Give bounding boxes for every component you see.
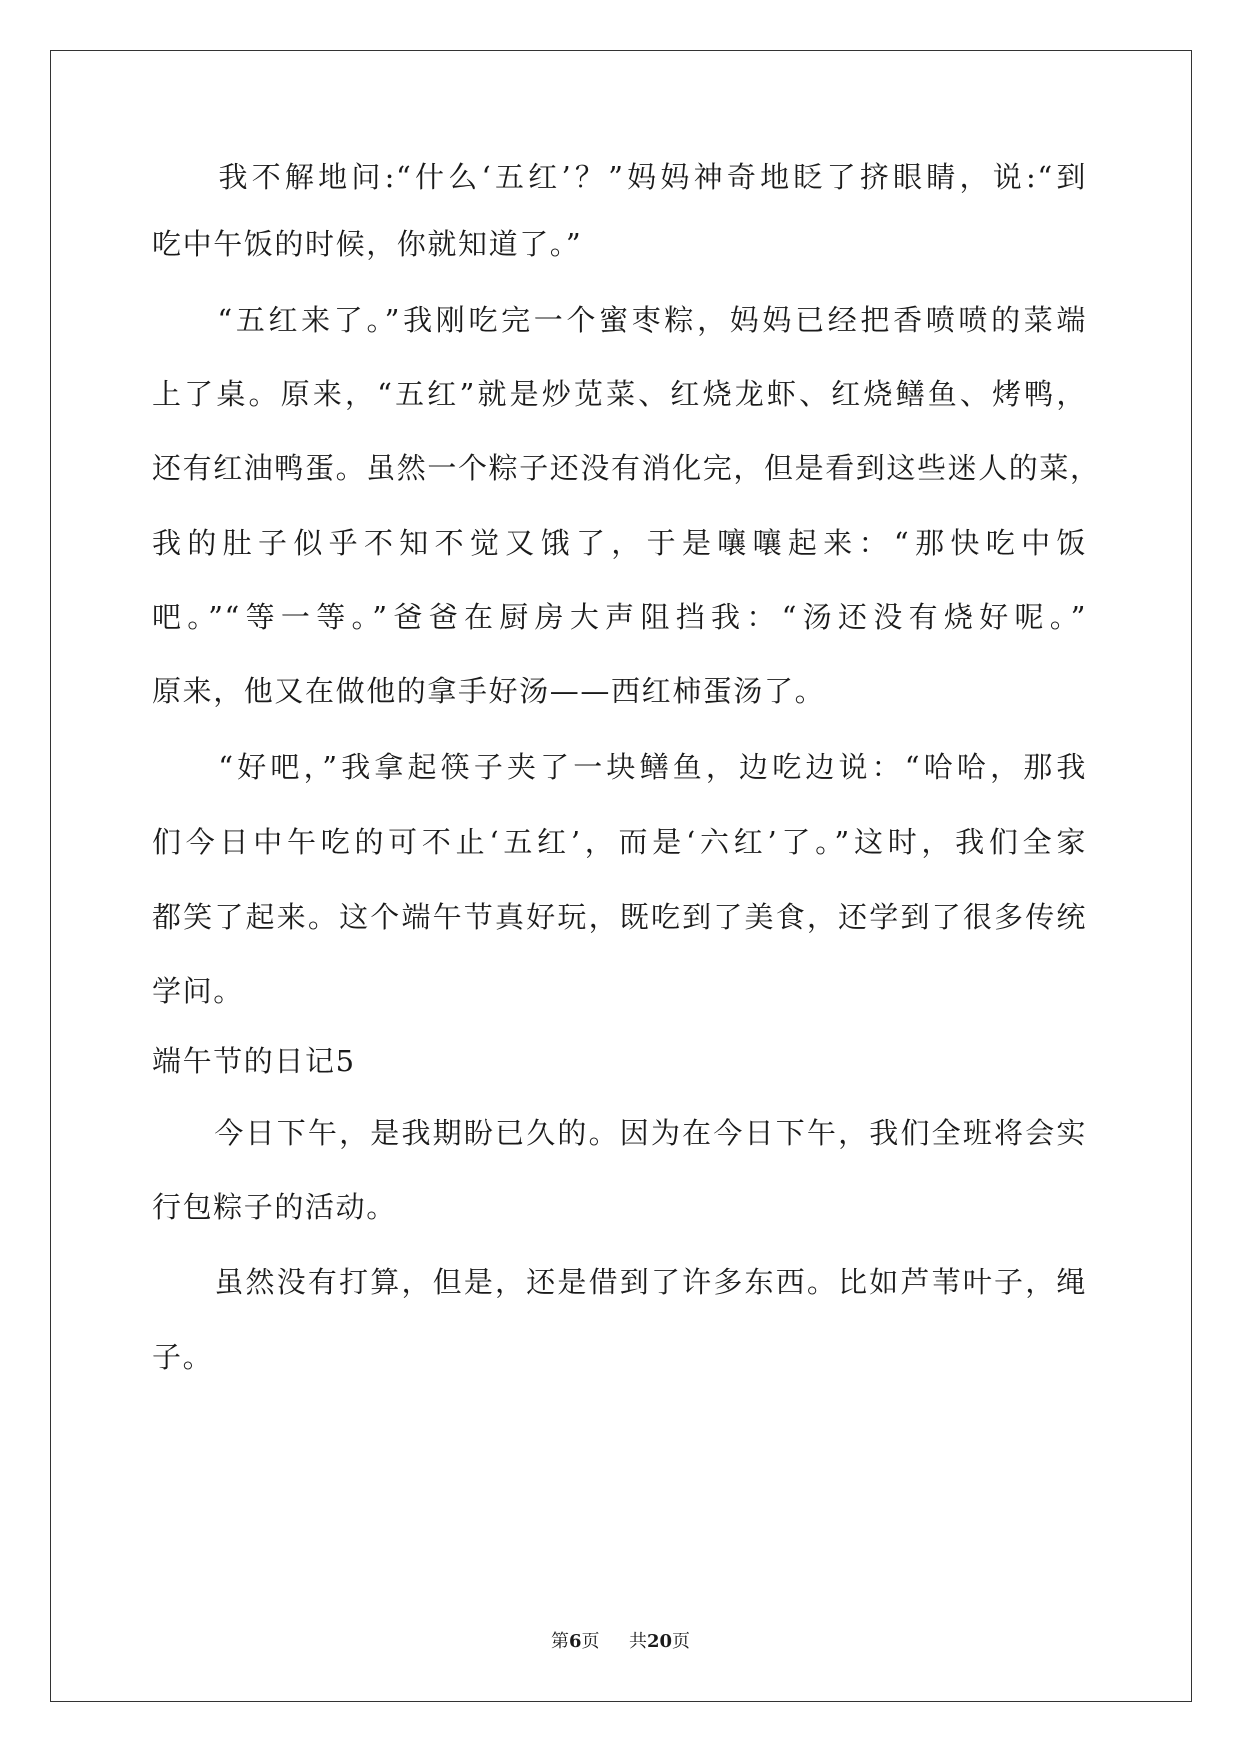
text-line: 吧。”“等一等。”爸爸在厨房大声阻挡我：“汤还没有烧好呢。” xyxy=(152,600,1087,634)
page-border xyxy=(50,50,1192,1702)
page-suffix: 页 xyxy=(581,1631,600,1652)
text-line: 我的肚子似乎不知不觉又饿了，于是嚷嚷起来：“那快吃中饭 xyxy=(152,526,1087,560)
text-line: 行包粽子的活动。 xyxy=(152,1190,397,1224)
total-suffix: 页 xyxy=(672,1631,691,1652)
total-pages: 20 xyxy=(646,1631,673,1652)
text-line: “五红来了。”我刚吃完一个蜜枣粽，妈妈已经把香喷喷的菜端 xyxy=(152,303,1087,337)
text-line: 还有红油鸭蛋。虽然一个粽子还没有消化完，但是看到这些迷人的菜， xyxy=(152,451,1101,485)
section-heading: 端午节的日记5 xyxy=(152,1044,356,1078)
page-number: 6 xyxy=(568,1631,582,1652)
text-line: 原来，他又在做他的拿手好汤——西红柿蛋汤了。 xyxy=(152,674,826,708)
text-line: 我不解地问:“什么‘五红’？”妈妈神奇地眨了挤眼睛，说:“到 xyxy=(152,160,1087,194)
page-prefix: 第 xyxy=(550,1631,569,1652)
text-line: 们今日中午吃的可不止‘五红’，而是‘六红’了。”这时，我们全家 xyxy=(152,825,1087,859)
text-line: 今日下午，是我期盼已久的。因为在今日下午，我们全班将会实 xyxy=(152,1116,1087,1150)
page-footer xyxy=(0,1627,1241,1653)
text-line: 虽然没有打算，但是，还是借到了许多东西。比如芦苇叶子，绳 xyxy=(152,1265,1087,1299)
total-prefix: 共 xyxy=(628,1631,647,1652)
text-line: “好吧，”我拿起筷子夹了一块鳝鱼，边吃边说：“哈哈，那我 xyxy=(152,750,1087,784)
text-line: 都笑了起来。这个端午节真好玩，既吃到了美食，还学到了很多传统 xyxy=(152,900,1087,934)
text-line: 子。 xyxy=(152,1340,214,1374)
text-line: 学问。 xyxy=(152,974,244,1008)
text-line: 吃中午饭的时候，你就知道了。” xyxy=(152,227,583,261)
text-line: 上了桌。原来，“五红”就是炒苋菜、红烧龙虾、红烧鳝鱼、烤鸭， xyxy=(152,377,1087,411)
